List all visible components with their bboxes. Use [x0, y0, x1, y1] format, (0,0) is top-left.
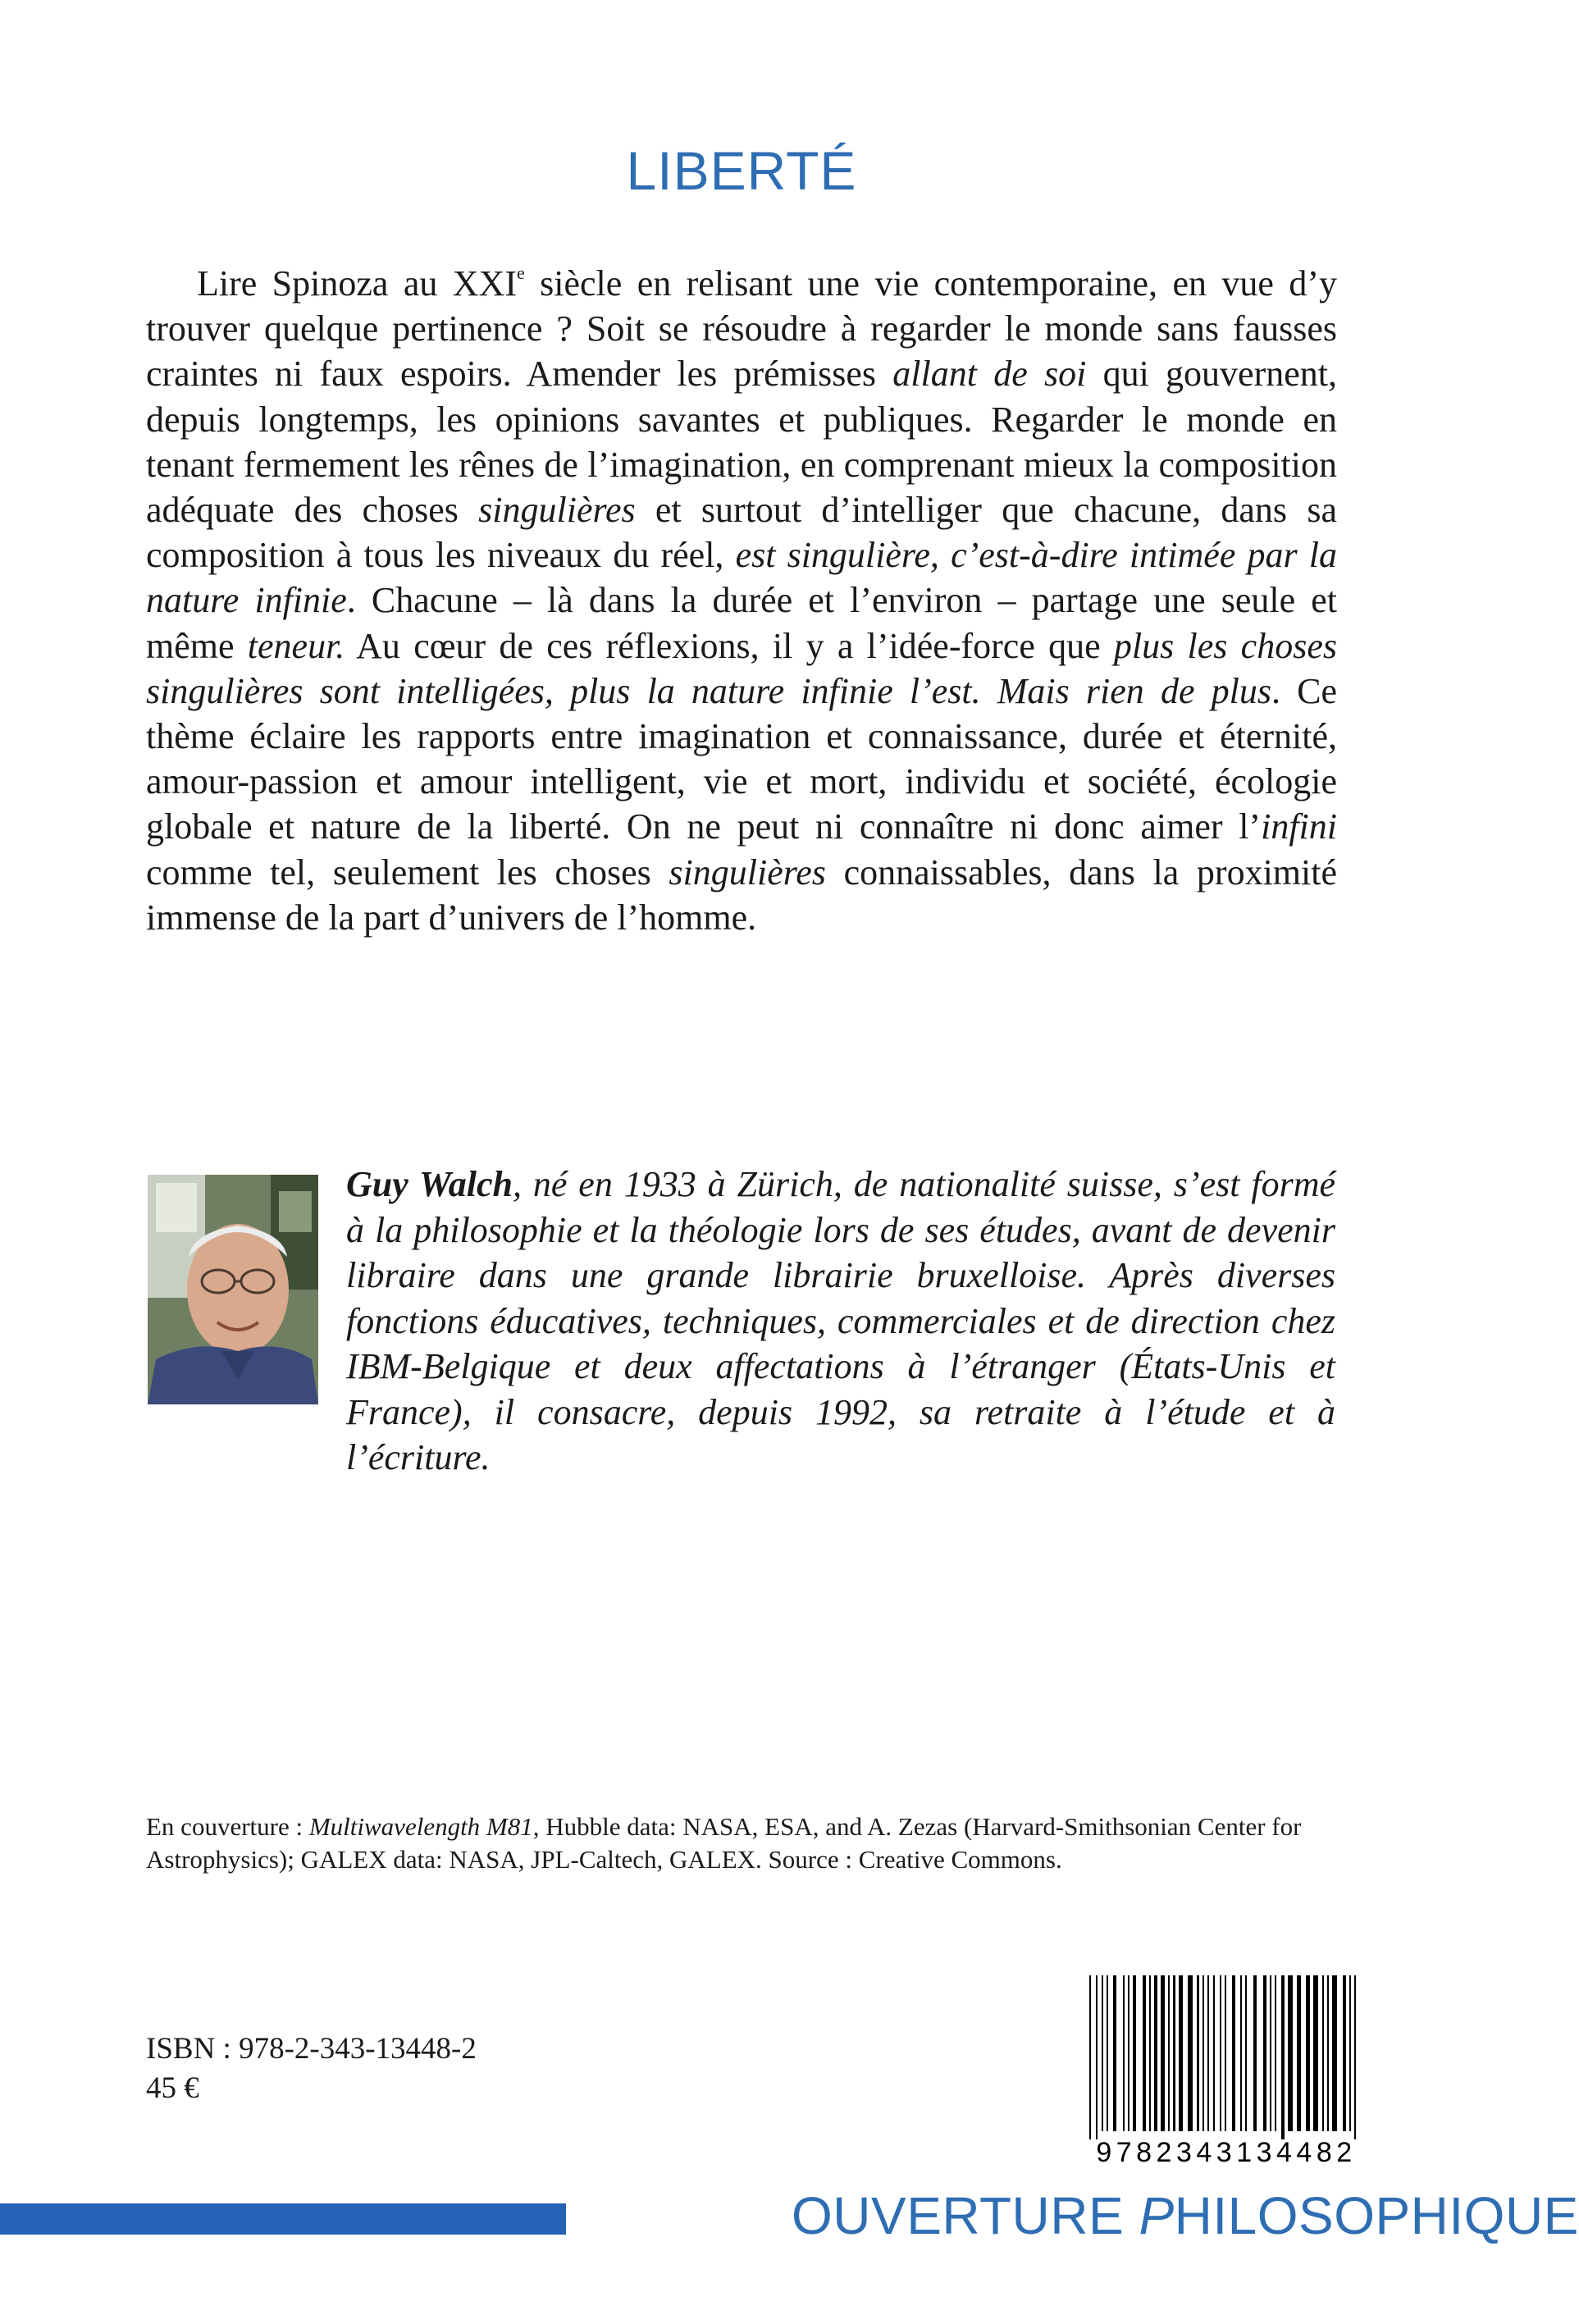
barcode-bar	[1161, 1975, 1165, 2131]
barcode-bar	[1173, 1975, 1175, 2131]
barcode-bar	[1270, 1975, 1271, 2131]
price: 45 €	[146, 2071, 199, 2105]
barcode-bar	[1102, 1975, 1103, 2131]
barcode-bar	[1168, 1975, 1170, 2131]
barcode-bar	[1349, 1975, 1351, 2131]
barcode-bar	[1089, 1975, 1091, 2139]
author-photo	[148, 1175, 318, 1404]
barcode-bar	[1123, 1975, 1125, 2131]
isbn-number: ISBN : 978-2-343-13448-2	[146, 2032, 477, 2066]
barcode-bar	[1220, 1975, 1221, 2131]
barcode-bar	[1306, 1975, 1310, 2131]
barcode-bar	[1128, 1975, 1129, 2131]
author-name: Guy Walch	[346, 1164, 513, 1204]
barcode-bar	[1133, 1975, 1136, 2131]
bottom-accent-bar	[0, 2203, 566, 2235]
summary-text: Lire Spinoza au XXIe siècle en relisant une vie contemporaine, en vue d’y trouver quelque pertinence ? Soit se résoudre à regarder le monde sans fausses craintes ni faux espoirs. Amender les prémisses allant de soi qui gouvernent, depuis longtemps, les opinions savantes et publiques. Regarder le monde en tenant fermement les rênes de l’imagination, en comprenant mieux la composition adéquate des choses singulières et surtout d’intelliger que chacune, dans sa composition à tous les niveaux du réel, est singulière, c’est-à-dire intimée par la nature infinie. Chacune – là dans la durée et l’environ – partage une seule et même teneur. Au cœur de ces réflexions, il y a l’idée-force que plus les choses singulières sont intelligées, plus la nature infinie l’est. Mais rien de plus. Ce thème éclaire les rapports entre imagination et connaissance, durée et éternité, amour-passion et amour intelligent, vie et mort, individu et société, écologie globale et nature de la liberté. On ne peut ni connaître ni donc aimer l’infini comme tel, seulement les choses singulières connaissables, dans la proximité immense de la part d’univers de l’homme.	[146, 263, 1338, 938]
barcode-bar	[1113, 1975, 1116, 2131]
author-bio: Guy Walch, né en 1933 à Zürich, de nationalité suisse, s’est formé à la philosophie et la théologie lors de ses études, avant de devenir libraire dans une grande librairie bruxelloise. Après diverses fonctions éducatives, techniques, commerciales et de direction chez IBM-Belgique et deux affectations à l’étranger (États-Unis et France), il consacre, depuis 1992, sa retraite à l’étude et à l’écriture.	[346, 1164, 1336, 1477]
barcode-bar	[1313, 1975, 1318, 2131]
barcode-bar	[1297, 1975, 1301, 2131]
barcode-bar	[1149, 1975, 1151, 2131]
isbn-block	[146, 2030, 477, 2108]
barcode-bar	[1327, 1975, 1329, 2131]
collection-name: OUVERTURE PHILOSOPHIQUE	[792, 2186, 1579, 2245]
barcode-bar	[1263, 1975, 1266, 2131]
barcode-bar	[1288, 1975, 1293, 2131]
barcode-bar	[1096, 1975, 1098, 2139]
barcode-bar	[1179, 1975, 1183, 2131]
barcode-bar	[1207, 1975, 1209, 2131]
barcode-bar	[1188, 1975, 1193, 2131]
barcode-bar	[1245, 1975, 1247, 2131]
barcode-bar	[1197, 1975, 1199, 2131]
barcode-bar	[1354, 1975, 1356, 2139]
barcode-bar	[1240, 1975, 1242, 2131]
book-title: LIBERTÉ	[626, 140, 857, 201]
barcode-bar	[1281, 1975, 1285, 2139]
barcode-bar	[1107, 1975, 1108, 2131]
barcode-bar	[1213, 1975, 1215, 2131]
barcode-bar	[1143, 1975, 1146, 2131]
barcode-bar	[1253, 1975, 1257, 2131]
barcode-bar	[1232, 1975, 1235, 2131]
barcode-bar	[1322, 1975, 1324, 2131]
barcode-digits: 9782343134482	[1096, 2137, 1357, 2168]
barcode-bar	[1332, 1975, 1337, 2131]
barcode-bar	[1275, 1975, 1276, 2131]
barcode-bar	[1225, 1975, 1226, 2131]
barcode-bar	[1343, 1975, 1346, 2131]
barcode-bar	[1203, 1975, 1204, 2131]
barcode-bar	[1154, 1975, 1157, 2131]
cover-credit: En couverture : Multiwavelength M81, Hubble data: NASA, ESA, and A. Zezas (Harvard-Smithsonian Center for Astrophysics); GALEX data: NASA, JPL-Caltech, GALEX. Source : Creative Commons.	[146, 1812, 1302, 1874]
